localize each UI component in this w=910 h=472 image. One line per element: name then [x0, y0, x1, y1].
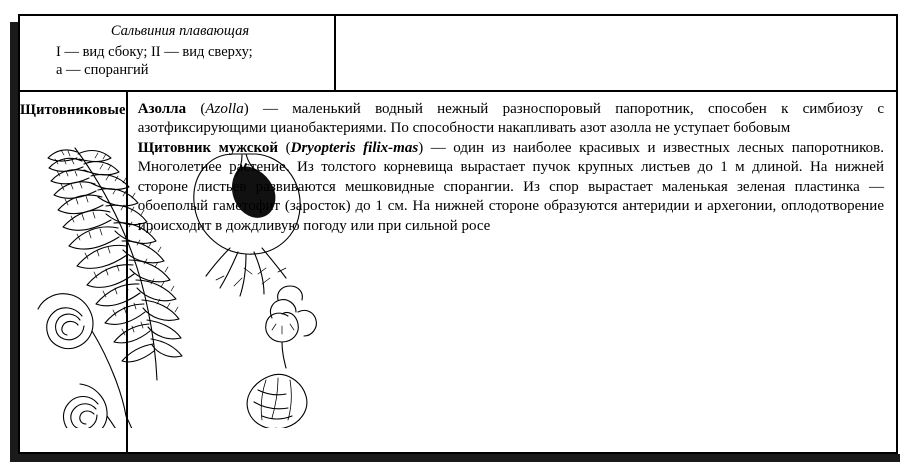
entry-azolla-latin: Azolla — [205, 101, 244, 117]
entry-dryopteris-name: Щитовник мужской — [137, 139, 279, 156]
figure-caption-line-2: а — спорангий — [56, 62, 149, 79]
caption-cell — [20, 16, 336, 90]
description-text — [128, 92, 896, 236]
table-row — [20, 16, 896, 92]
figure-caption — [20, 16, 334, 80]
table-row — [20, 92, 896, 452]
entry-dryopteris: Щитовник мужской (Dryopteris filix-mas) — один из наиболее красивых и известных лесных папоротников. Многолетнее растение. Из толстого корневища вырастает пучок крупных листьев до 1 м длиной. На нижней стороне листьев развиваются мешковидные спорангии. Из спор вырастает маленькая зеленая пластинка — обоеполый гаметофит (заросток) до 1 см. На нижней стороне образуются антеридии и архегонии, оплодотворение происходит в дождливую погоду или при сильной росе — [137, 139, 885, 234]
entry-azolla-text: — маленький водный нежный разноспоровый папоротник, способен к симбиозу с азотфиксирующими цианобактериями. По способности накапливать азот азолла не уступает бобовым — [137, 101, 885, 137]
illustration-cell — [20, 92, 128, 452]
caption-cell-right-empty — [336, 16, 896, 90]
figure-caption-title: Сальвиния плавающая — [110, 23, 250, 39]
entry-azolla-name: Азолла — [137, 101, 187, 117]
figure-caption-line-1: I — вид сбоку; II — вид сверху; — [56, 43, 253, 60]
entry-azolla: Азолла (Azolla) — маленький водный нежный разноспоровый папоротник, способен к симбиозу с азотфиксирующими цианобактериями. По способности накапливать азот азолла не уступает бобовым — [137, 101, 885, 137]
page-shadow-bottom — [10, 454, 900, 462]
description-cell — [128, 92, 896, 452]
entry-dryopteris-text: — один из наиболее красивых и известных лесных папоротников. Многолетнее растение. Из толстого корневища вырастает пучок крупных листьев до 1 м длиной. На нижней стороне листьев развиваются мешковидные спорангии. Из спор вырастает маленькая зеленая пластинка — обоеполый гаметофит (заросток) до 1 см. На нижней стороне образуются антеридии и архегонии, оплодотворение происходит в дождливую погоду или при сильной росе — [137, 139, 885, 234]
entry-dryopteris-latin: Dryopteris filix-mas — [290, 139, 419, 156]
page-shadow-left — [10, 22, 18, 462]
genus-heading: Щитовниковые — [20, 102, 126, 118]
species-table — [18, 14, 898, 454]
